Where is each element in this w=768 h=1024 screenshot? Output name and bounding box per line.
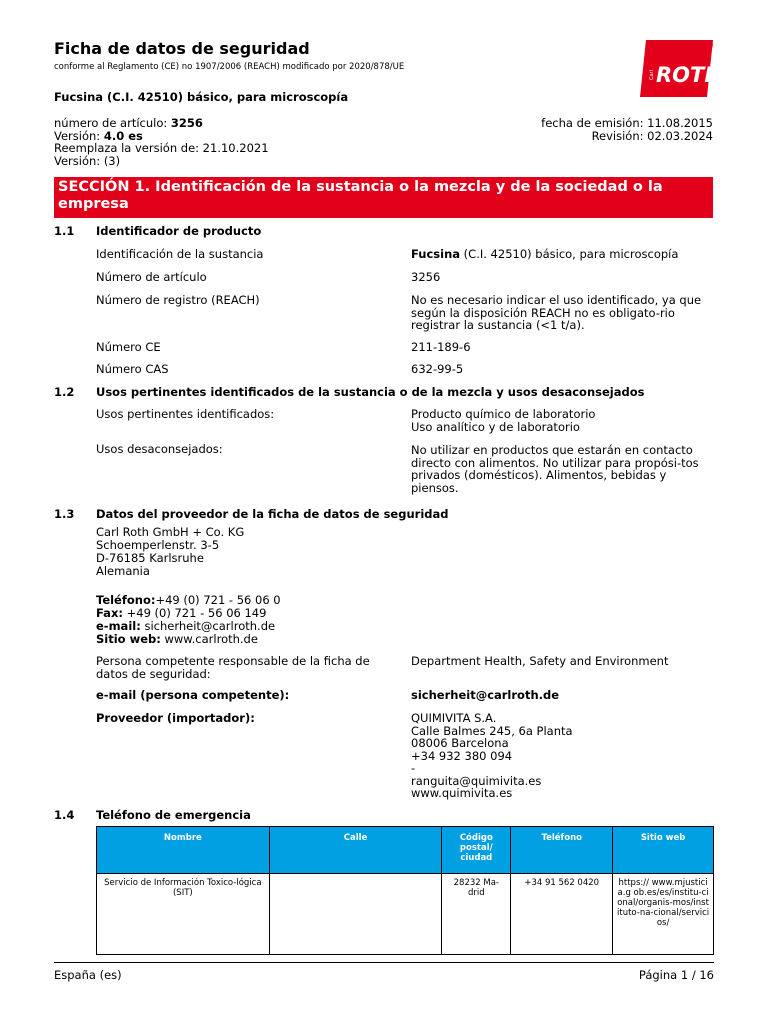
column-header-name: Nombre bbox=[97, 827, 270, 874]
section-1-heading: SECCIÓN 1. Identificación de la sustancia o la mezcla y de la sociedad o la empresa bbox=[54, 177, 713, 218]
subsection-1-2-number: 1.2 bbox=[54, 385, 75, 399]
document-meta-right bbox=[541, 117, 713, 142]
competent-person-label: Persona competente responsable de la ficha de datos de seguridad: bbox=[96, 654, 370, 681]
fax-value: +49 (0) 721 - 56 06 149 bbox=[122, 606, 267, 620]
substance-description: (C.I. 42510) básico, para microscopía bbox=[460, 247, 679, 261]
reach-number-label: Número de registro (REACH) bbox=[96, 293, 260, 307]
logo-text: ROTH bbox=[656, 63, 722, 87]
competent-email-label: e-mail (persona competente): bbox=[96, 688, 290, 702]
importer-street: Calle Balmes 245, 6a Planta bbox=[411, 723, 573, 738]
column-header-postal-city: Código postal/ ciudad bbox=[442, 827, 511, 874]
previous-version: Versión: (3) bbox=[54, 153, 121, 168]
competent-person-value: Department Health, Safety and Environment bbox=[411, 654, 669, 668]
importer-phone: +34 932 380 094 bbox=[411, 748, 513, 763]
column-header-website: Sitio web bbox=[613, 827, 714, 874]
table-row bbox=[97, 874, 714, 955]
competent-email-value[interactable]: sicherheit@carlroth.de bbox=[411, 688, 560, 702]
email-value[interactable]: sicherheit@carlroth.de bbox=[140, 619, 276, 633]
substance-id-value bbox=[411, 248, 711, 261]
importer-website[interactable]: www.quimivita.es bbox=[411, 786, 513, 800]
cell-street bbox=[269, 874, 442, 955]
substance-id-label: Identificación de la sustancia bbox=[96, 247, 264, 261]
website-value[interactable]: www.carlroth.de bbox=[160, 632, 258, 646]
registered-mark: ® bbox=[707, 42, 714, 50]
subsection-1-3-title: Datos del proveedor de la ficha de datos de seguridad bbox=[96, 507, 449, 521]
cell-postal-city: 28232 Ma-drid bbox=[442, 874, 511, 955]
table-header-row bbox=[97, 827, 714, 874]
footer-country: España (es) bbox=[54, 968, 122, 982]
carl-roth-logo bbox=[640, 40, 722, 97]
article-value: 3256 bbox=[170, 116, 203, 130]
issue-date: fecha de emisión: 11.08.2015 bbox=[541, 116, 713, 130]
supplier-country: Alemania bbox=[96, 564, 150, 578]
article-number-label: Número de artículo bbox=[96, 270, 207, 284]
uses-advised-against-value: No utilizar en productos que estarán en contacto directo con alimentos. No utilizar para propósi-tos privados (domésticos). Alimentos, bebidas y piensos. bbox=[411, 443, 699, 495]
supplier-city: D-76185 Karlsruhe bbox=[96, 551, 204, 565]
importer-label: Proveedor (importador): bbox=[96, 711, 255, 725]
subsection-1-4-number: 1.4 bbox=[54, 808, 75, 822]
ec-number-value: 211-189-6 bbox=[411, 340, 471, 354]
subsection-1-2-title: Usos pertinentes identificados de la sustancia o de la mezcla y usos desaconsejados bbox=[96, 385, 645, 399]
supplier-company: Carl Roth GmbH + Co. KG bbox=[96, 525, 245, 539]
footer-divider bbox=[54, 962, 714, 963]
cell-website[interactable]: https:// www.mjusticia.g ob.es/es/institu-cional/organis-mos/instituto-na-cional/servicios/ bbox=[613, 874, 714, 955]
column-header-street: Calle bbox=[269, 827, 442, 874]
substance-name: Fucsina bbox=[411, 247, 461, 261]
cas-number-value: 632-99-5 bbox=[411, 362, 464, 376]
cas-number-label: Número CAS bbox=[96, 362, 169, 376]
ec-number-label: Número CE bbox=[96, 340, 161, 354]
version-value: 4.0 es bbox=[103, 128, 143, 143]
subsection-1-4-title: Teléfono de emergencia bbox=[96, 808, 251, 822]
identified-uses-value bbox=[411, 408, 711, 433]
cell-phone: +34 91 562 0420 bbox=[511, 874, 613, 955]
uses-advised-against-label: Usos desaconsejados: bbox=[96, 442, 223, 456]
importer-name: QUIMIVITA S.A. bbox=[411, 711, 497, 725]
revision-date: Revisión: 02.03.2024 bbox=[591, 128, 713, 143]
regulation-subtitle: conforme al Reglamento (CE) no 1907/2006 (REACH) modificado por 2020/878/UE bbox=[54, 62, 405, 72]
identified-use-1: Producto químico de laboratorio bbox=[411, 407, 596, 421]
article-label: número de artículo: bbox=[54, 116, 171, 130]
importer-fax: - bbox=[411, 761, 416, 775]
phone-value: +49 (0) 721 - 56 06 0 bbox=[155, 593, 281, 607]
identified-use-2: Uso analítico y de laboratorio bbox=[411, 419, 580, 434]
reach-number-value: No es necesario indicar el uso identificado, ya que según la disposición REACH no es obligato-rio registrar la sustancia (<1 t/a). bbox=[411, 293, 702, 332]
email-label: e-mail: bbox=[96, 619, 141, 633]
article-number-value: 3256 bbox=[411, 270, 441, 284]
supplier-contacts bbox=[96, 594, 281, 646]
document-title: Ficha de datos de seguridad bbox=[54, 39, 310, 58]
version-label: Versión: bbox=[54, 128, 104, 143]
cell-name: Servicio de Información Toxico-lógica (SIT) bbox=[97, 874, 270, 955]
subsection-1-3-number: 1.3 bbox=[54, 507, 75, 521]
website-label: Sitio web: bbox=[96, 632, 161, 646]
product-name: Fucsina (C.I. 42510) básico, para microscopía bbox=[54, 90, 349, 104]
document-meta-left bbox=[54, 117, 269, 167]
identified-uses-label: Usos pertinentes identificados: bbox=[96, 407, 275, 421]
emergency-contacts-table bbox=[96, 826, 714, 955]
fax-label: Fax: bbox=[96, 606, 123, 620]
supplier-address bbox=[96, 526, 244, 578]
column-header-phone: Teléfono bbox=[511, 827, 613, 874]
subsection-1-1-number: 1.1 bbox=[54, 224, 75, 238]
subsection-1-1-title: Identificador de producto bbox=[96, 224, 262, 238]
importer-email[interactable]: ranguita@quimivita.es bbox=[411, 773, 542, 788]
footer-page-number: Página 1 / 16 bbox=[638, 968, 714, 982]
phone-label: Teléfono: bbox=[96, 593, 156, 607]
supplier-street: Schoemperlenstr. 3-5 bbox=[96, 538, 220, 552]
replaces-version: Reemplaza la versión de: 21.10.2021 bbox=[54, 141, 269, 155]
importer-city: 08006 Barcelona bbox=[411, 736, 509, 750]
importer-details bbox=[411, 712, 711, 800]
logo-small-text: Carl bbox=[649, 70, 655, 80]
